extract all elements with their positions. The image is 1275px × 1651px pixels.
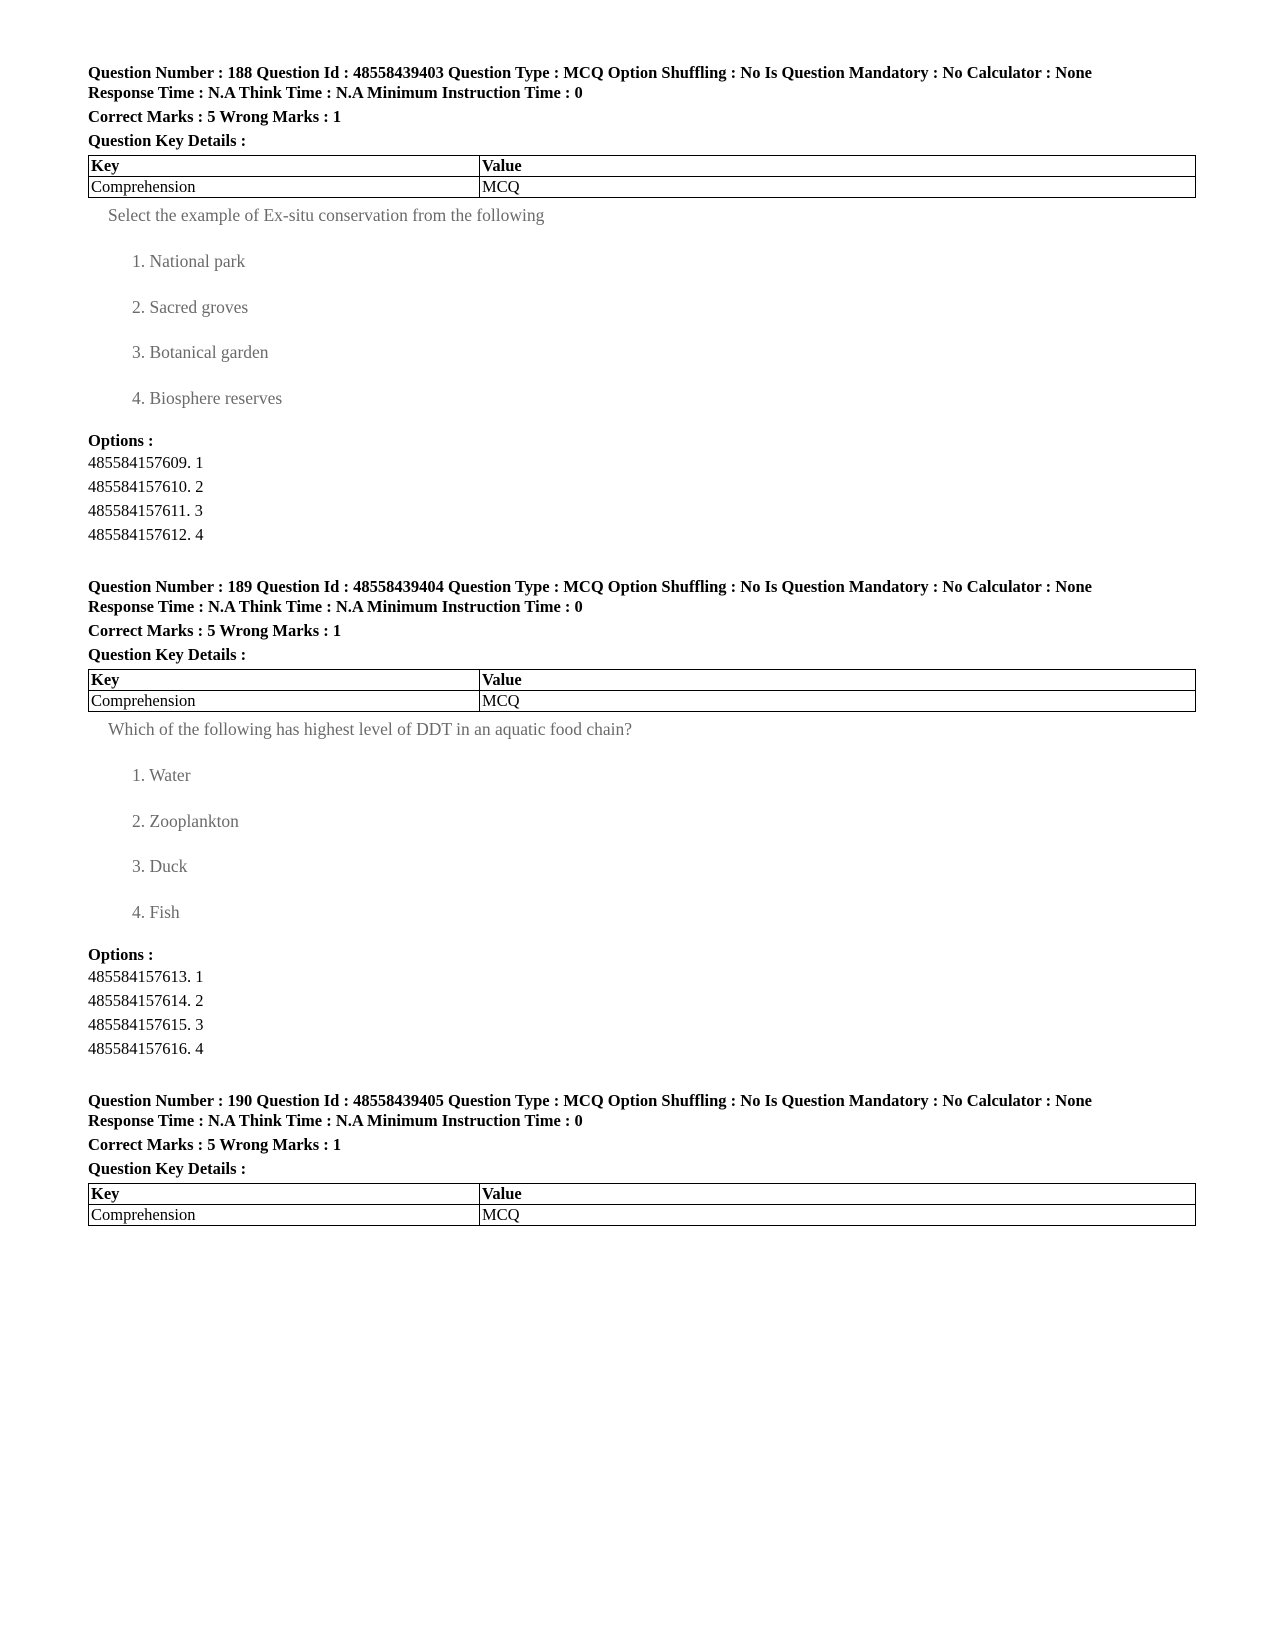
table-row	[89, 1205, 1196, 1226]
table-cell-value: MCQ	[480, 691, 1196, 712]
choice-item: 2. Sacred groves	[132, 296, 249, 317]
marks-line: Correct Marks : 5 Wrong Marks : 1	[88, 107, 342, 126]
choice-item: 3. Botanical garden	[132, 342, 269, 362]
choice-item: 1. Water	[132, 765, 191, 785]
table-cell-key: Comprehension	[89, 1205, 480, 1226]
question-header-line2: Response Time : N.A Think Time : N.A Minimum Instruction Time : 0	[88, 83, 583, 102]
question-block-190	[88, 1091, 1196, 1226]
choice-item: 2. Zooplankton	[132, 810, 239, 831]
question-header-line2: Response Time : N.A Think Time : N.A Minimum Instruction Time : 0	[88, 597, 583, 616]
table-header-row	[89, 156, 1196, 177]
table-header-value: Value	[480, 1184, 1196, 1205]
table-header-value: Value	[480, 670, 1196, 691]
key-details-table	[88, 155, 1196, 198]
choice-item: 3. Duck	[132, 856, 188, 876]
question-block-188	[88, 63, 1196, 547]
key-details-label: Question Key Details :	[88, 131, 247, 150]
table-header-row	[89, 670, 1196, 691]
marks-line: Correct Marks : 5 Wrong Marks : 1	[88, 621, 342, 640]
options-label: Options :	[88, 945, 154, 964]
key-details-label: Question Key Details :	[88, 645, 247, 664]
table-cell-value: MCQ	[480, 1205, 1196, 1226]
table-row	[89, 691, 1196, 712]
table-cell-key: Comprehension	[89, 691, 480, 712]
key-details-label: Question Key Details :	[88, 1159, 247, 1178]
choice-item: 4. Biosphere reserves	[132, 387, 283, 408]
question-image	[108, 712, 1196, 943]
question-block-189	[88, 577, 1196, 1061]
option-item: 485584157614. 2	[88, 991, 204, 1010]
table-header-value: Value	[480, 156, 1196, 177]
question-header-line1: Question Number : 190 Question Id : 48558439405 Question Type : MCQ Option Shuffling : No Is Question Mandatory : No Calculator : None	[88, 1091, 1092, 1110]
table-cell-value: MCQ	[480, 177, 1196, 198]
option-item: 485584157610. 2	[88, 477, 204, 496]
table-header-key: Key	[89, 670, 480, 691]
options-label: Options :	[88, 431, 154, 450]
table-header-key: Key	[89, 156, 480, 177]
option-item: 485584157616. 4	[88, 1039, 204, 1058]
document-page	[88, 63, 1196, 1226]
table-header-key: Key	[89, 1184, 480, 1205]
key-details-table	[88, 669, 1196, 712]
key-details-table	[88, 1183, 1196, 1226]
question-header-line1: Question Number : 188 Question Id : 48558439403 Question Type : MCQ Option Shuffling : No Is Question Mandatory : No Calculator : None	[88, 63, 1092, 82]
table-cell-key: Comprehension	[89, 177, 480, 198]
question-header-line1: Question Number : 189 Question Id : 48558439404 Question Type : MCQ Option Shuffling : No Is Question Mandatory : No Calculator : None	[88, 577, 1092, 596]
choice-item: 1. National park	[132, 251, 246, 271]
marks-line: Correct Marks : 5 Wrong Marks : 1	[88, 1135, 342, 1154]
question-image	[108, 198, 1196, 429]
table-row	[89, 177, 1196, 198]
option-item: 485584157609. 1	[88, 453, 204, 472]
question-text: Which of the following has highest level of DDT in an aquatic food chain?	[108, 719, 633, 739]
option-item: 485584157613. 1	[88, 967, 204, 986]
option-item: 485584157611. 3	[88, 501, 203, 520]
question-header-line2: Response Time : N.A Think Time : N.A Minimum Instruction Time : 0	[88, 1111, 583, 1130]
choice-item: 4. Fish	[132, 901, 180, 922]
question-text: Select the example of Ex-situ conservation from the following	[108, 205, 545, 225]
table-header-row	[89, 1184, 1196, 1205]
option-item: 485584157615. 3	[88, 1015, 204, 1034]
option-item: 485584157612. 4	[88, 525, 204, 544]
